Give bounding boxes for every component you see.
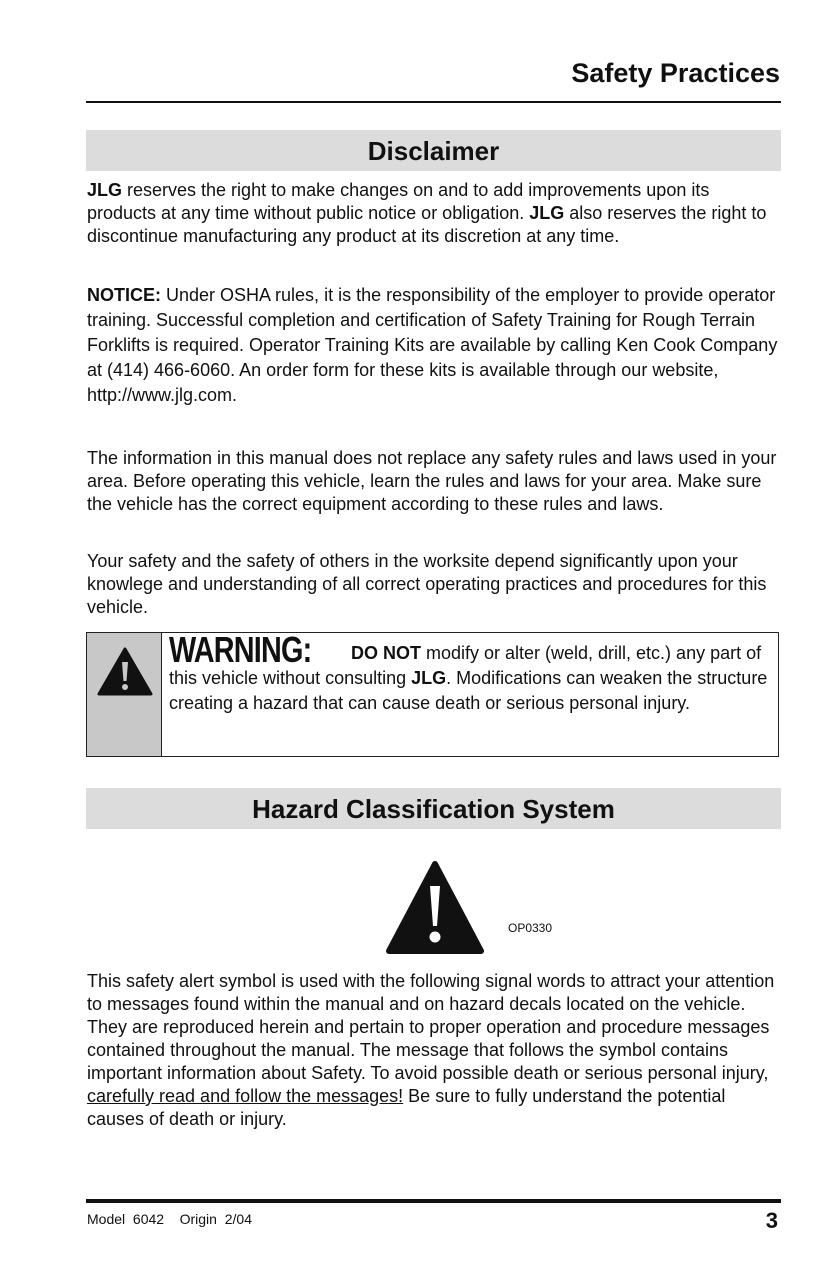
section-title: Safety Practices <box>571 58 780 88</box>
notice-paragraph: NOTICE: Under OSHA rules, it is the responsibility of the employer to provide operator training. Successful completion and certification of Safety Training for Rough Terrain Forklifts is required. Operator Training Kits are available by calling Ken Cook Company at (414) 466-6060. An order form for these kits is available through our website, http://www.jlg.com. <box>87 285 778 405</box>
warning-box <box>86 629 779 757</box>
brand-jlg: JLG <box>411 668 447 688</box>
website-link: http://www.jlg.com. <box>87 385 238 405</box>
page-number: 3 <box>765 1208 778 1233</box>
disclaimer-paragraph-4: Your safety and the safety of others in the worksite depend significantly upon your knowlege and understanding of all correct operating practices and procedures for this vehicle. <box>87 551 767 617</box>
disclaimer-paragraph-3: The information in this manual does not replace any safety rules and laws used in your area. Before operating this vehicle, learn the rules and laws for your area. Make sure the vehicle has the correct equipment according to these rules and laws. <box>87 448 777 514</box>
header-rule <box>86 101 781 103</box>
warning-icon-panel <box>87 633 162 756</box>
do-not-label: DO NOT <box>350 643 421 663</box>
footer-rule <box>86 1199 781 1203</box>
hazard-heading: Hazard Classification System <box>86 788 781 829</box>
brand-jlg: JLG <box>87 180 123 200</box>
emphasis-text: carefully read and follow the messages! <box>87 1086 404 1106</box>
warning-signal-word: WARNING: <box>169 629 312 670</box>
safety-alert-symbol-icon <box>385 860 485 956</box>
figure-id: OP0330 <box>508 921 553 935</box>
warning-message: WARNING: DO NOT modify or alter (weld, drill, etc.) any part of this vehicle without consulting JLG. Modifications can weaken the structure creating a hazard that can cause death or serious personal injury. <box>169 629 768 713</box>
notice-label: NOTICE: <box>87 285 161 305</box>
footer-model-info: Model 6042 Origin 2/04 <box>87 1211 252 1227</box>
brand-jlg: JLG <box>529 203 565 223</box>
disclaimer-heading: Disclaimer <box>86 130 781 171</box>
warning-triangle-icon <box>97 647 153 697</box>
hazard-paragraph: This safety alert symbol is used with the following signal words to attract your attention to messages found within the manual and on hazard decals located on the vehicle. They are reproduced herein and pertain to proper operation and procedure messages contained throughout the manual. The message that follows the symbol contains important information about Safety. To avoid possible death or serious personal injury, carefully read and follow the messages! Be sure to fully understand the potential causes of death or injury. <box>87 971 775 1129</box>
disclaimer-paragraph-1: JLG reserves the right to make changes on and to add improvements upon its products at any time without public notice or obligation. JLG also reserves the right to discontinue manufacturing any product at its discretion at any time. <box>87 180 767 246</box>
